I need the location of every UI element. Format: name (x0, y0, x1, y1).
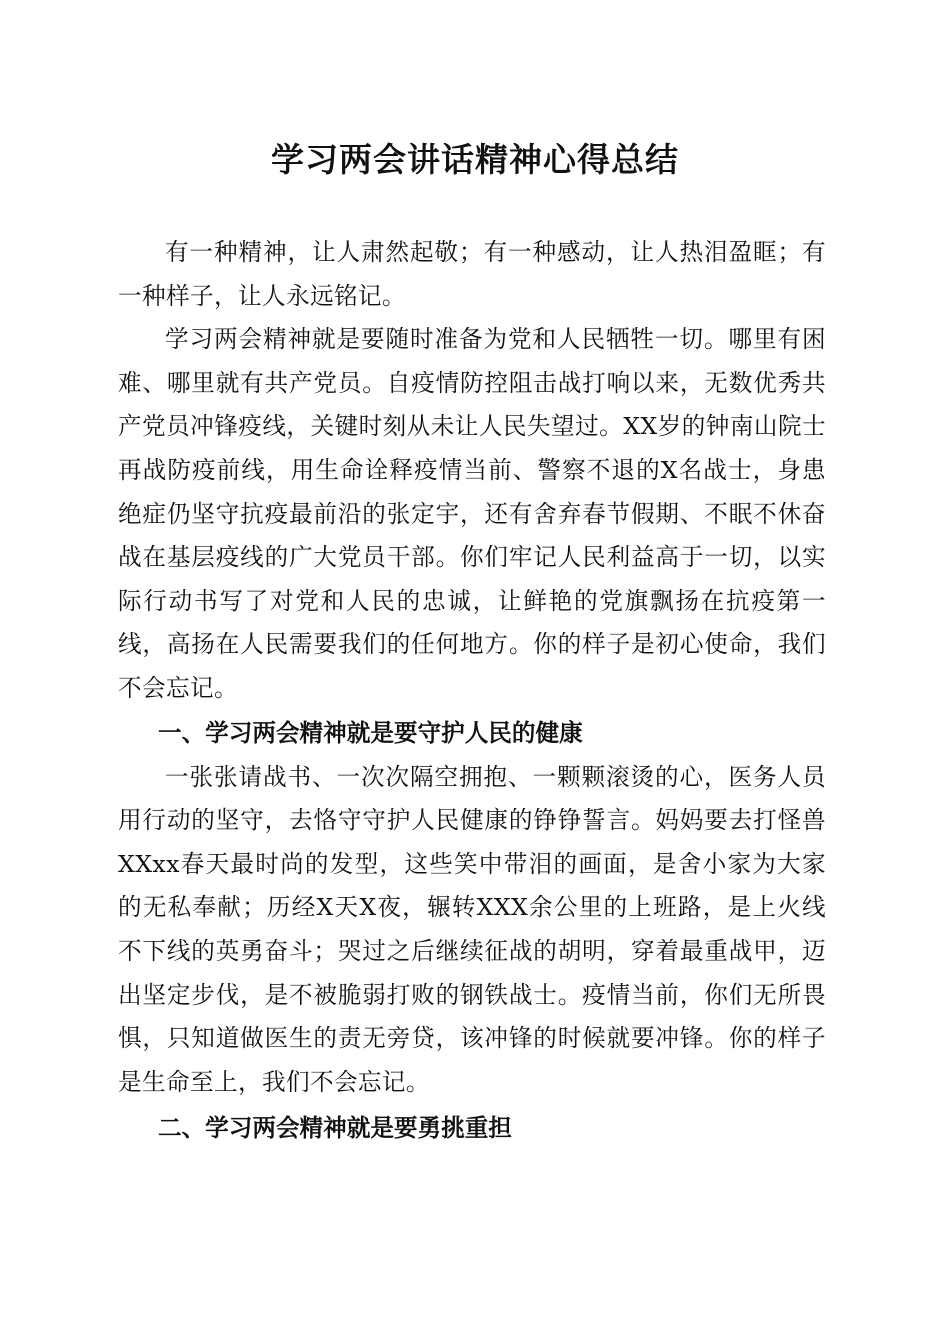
document-body (118, 231, 826, 1151)
section-heading-1: 一、学习两会精神就是要守护人民的健康 (158, 718, 583, 747)
paragraph-medical-staff: 一张张请战书、一次次隔空拥抱、一颗颗滚烫的心，医务人员用行动的坚守，去恪守守护人民健康的铮铮誓言。妈妈要去打怪兽XXxx春天最时尚的发型，这些笑中带泪的画面，是舍小家为大家的无私奉献；历经X天X夜，辗转XXX余公里的上班路，是上火线不下线的英勇奋斗；哭过之后继续征战的胡明，穿着最重战甲，迈出坚定步伐，是不被脆弱打败的钢铁战士。疫情当前，你们无所畏惧，只知道做医生的责无旁贷，该冲锋的时候就要冲锋。你的样子是生命至上，我们不会忘记。 (118, 762, 826, 1096)
document-title: 学习两会讲话精神心得总结 (271, 140, 679, 179)
paragraph-intro: 有一种精神，让人肃然起敬；有一种感动，让人热泪盈眶；有一种样子，让人永远铭记。 (118, 238, 826, 310)
section-heading-2: 二、学习两会精神就是要勇挑重担 (158, 1114, 512, 1143)
paragraph-party-members: 学习两会精神就是要随时准备为党和人民牺牲一切。哪里有困难、哪里就有共产党员。自疫情防控阻击战打响以来，无数优秀共产党员冲锋疫线，关键时刻从未让人民失望过。XX岁的钟南山院士再战防疫前线，用生命诠释疫情当前、警察不退的X名战士，身患绝症仍坚守抗疫最前沿的张定宇，还有舍弃春节假期、不眠不休奋战在基层疫线的广大党员干部。你们牢记人民利益高于一切，以实际行动书写了对党和人民的忠诚，让鲜艳的党旗飘扬在抗疫第一线，高扬在人民需要我们的任何地方。你的样子是初心使命，我们不会忘记。 (118, 325, 826, 702)
